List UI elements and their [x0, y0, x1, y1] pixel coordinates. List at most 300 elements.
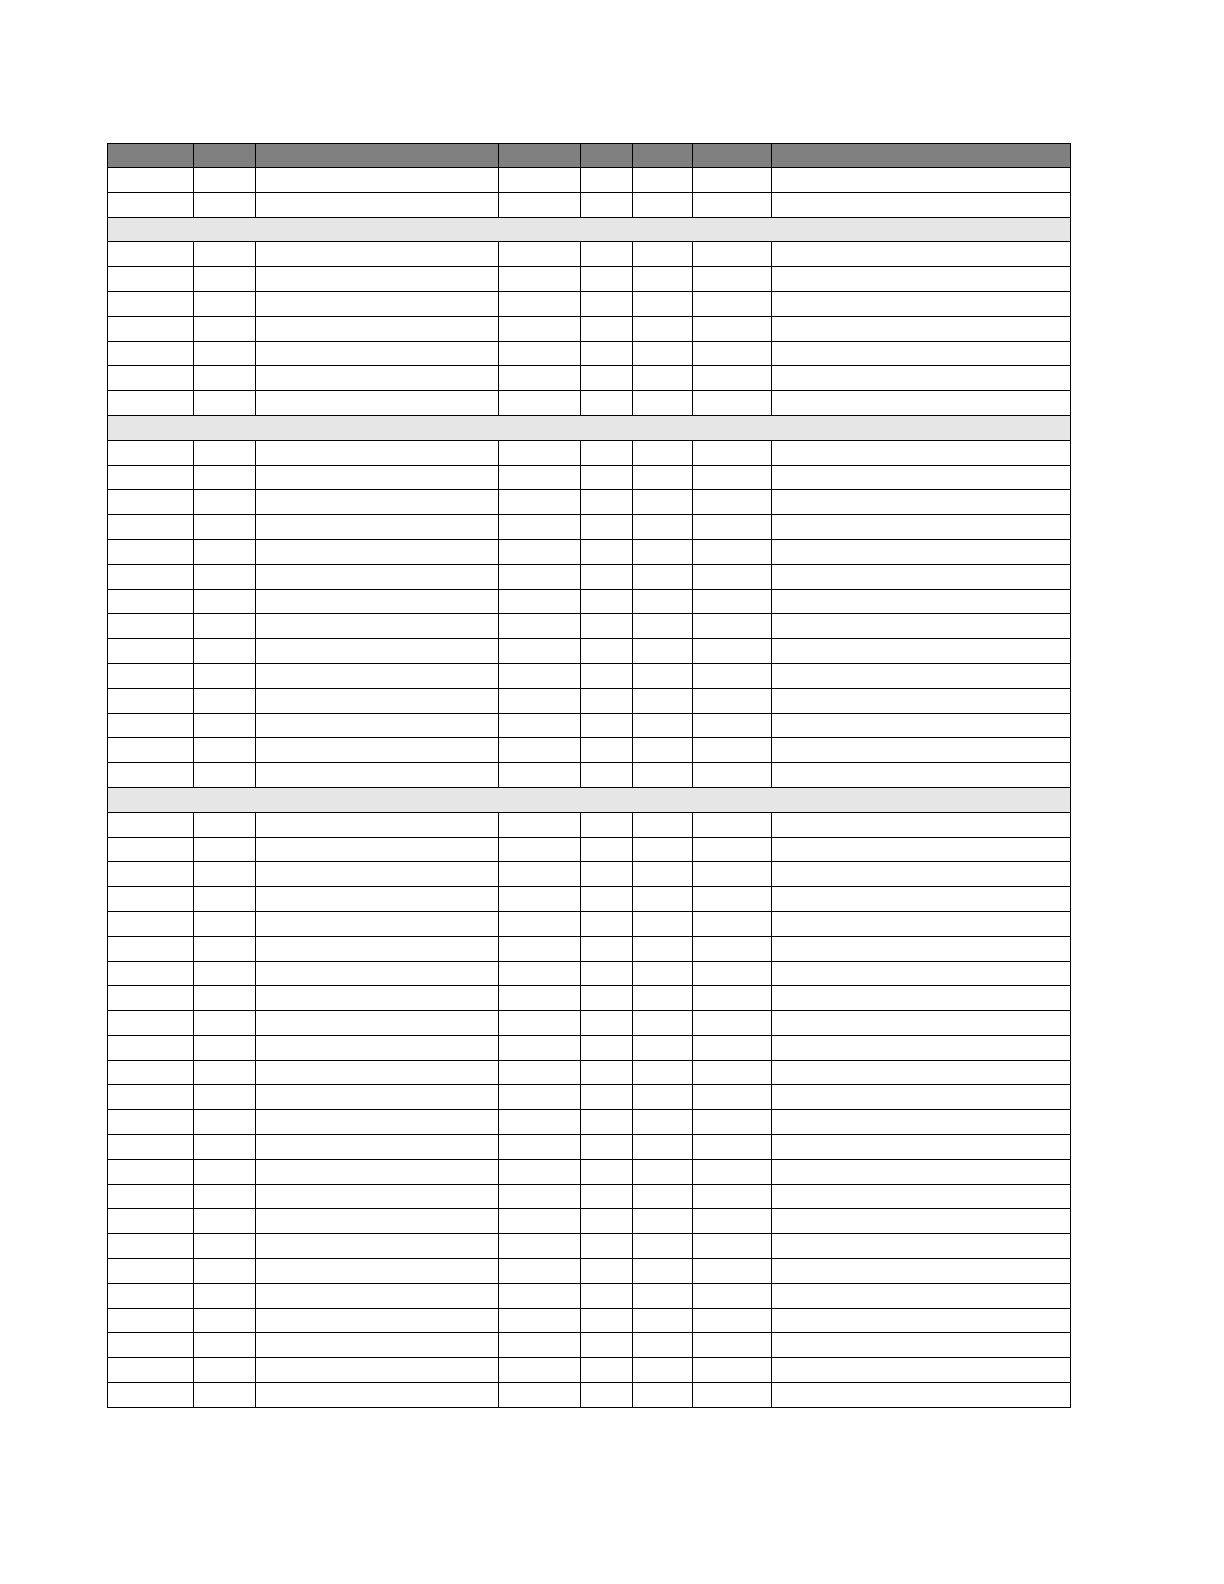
table-cell[interactable] — [772, 614, 1071, 639]
table-cell[interactable] — [581, 1035, 633, 1060]
table-cell[interactable] — [194, 341, 256, 366]
table-cell[interactable] — [772, 862, 1071, 887]
table-cell[interactable] — [256, 1234, 499, 1259]
table-cell[interactable] — [256, 366, 499, 391]
table-cell[interactable] — [108, 1159, 194, 1184]
table-cell[interactable] — [693, 440, 772, 465]
table-cell[interactable] — [256, 490, 499, 515]
table-cell[interactable] — [633, 738, 693, 763]
table-cell[interactable] — [581, 192, 633, 217]
table-cell[interactable] — [581, 391, 633, 416]
table-cell[interactable] — [499, 1184, 581, 1209]
table-cell[interactable] — [581, 1358, 633, 1383]
table-cell[interactable] — [256, 1135, 499, 1160]
table-cell[interactable] — [256, 391, 499, 416]
table-cell[interactable] — [772, 291, 1071, 316]
table-cell[interactable] — [256, 688, 499, 713]
table-cell[interactable] — [693, 936, 772, 961]
table-cell[interactable] — [693, 1135, 772, 1160]
table-cell[interactable] — [772, 192, 1071, 217]
table-cell[interactable] — [194, 1358, 256, 1383]
table-cell[interactable] — [256, 267, 499, 292]
table-cell[interactable] — [772, 1035, 1071, 1060]
table-cell[interactable] — [693, 763, 772, 788]
table-cell[interactable] — [633, 1085, 693, 1110]
table-cell[interactable] — [194, 837, 256, 862]
table-cell[interactable] — [693, 911, 772, 936]
table-cell[interactable] — [499, 1383, 581, 1408]
table-cell[interactable] — [256, 168, 499, 193]
table-cell[interactable] — [772, 1209, 1071, 1234]
table-cell[interactable] — [581, 663, 633, 688]
table-cell[interactable] — [256, 1060, 499, 1085]
table-cell[interactable] — [499, 589, 581, 614]
table-cell[interactable] — [633, 341, 693, 366]
table-cell[interactable] — [633, 316, 693, 341]
table-cell[interactable] — [693, 589, 772, 614]
table-cell[interactable] — [772, 961, 1071, 986]
table-cell[interactable] — [256, 961, 499, 986]
table-cell[interactable] — [108, 490, 194, 515]
table-cell[interactable] — [581, 911, 633, 936]
table-cell[interactable] — [633, 440, 693, 465]
table-cell[interactable] — [194, 539, 256, 564]
table-cell[interactable] — [108, 192, 194, 217]
table-cell[interactable] — [693, 812, 772, 837]
table-cell[interactable] — [581, 1184, 633, 1209]
table-cell[interactable] — [693, 837, 772, 862]
table-cell[interactable] — [581, 936, 633, 961]
table-cell[interactable] — [693, 1234, 772, 1259]
table-cell[interactable] — [633, 961, 693, 986]
table-cell[interactable] — [772, 1085, 1071, 1110]
table-cell[interactable] — [693, 539, 772, 564]
table-cell[interactable] — [108, 936, 194, 961]
table-cell[interactable] — [693, 1308, 772, 1333]
table-cell[interactable] — [194, 267, 256, 292]
table-cell[interactable] — [499, 440, 581, 465]
table-cell[interactable] — [693, 168, 772, 193]
table-cell[interactable] — [772, 1011, 1071, 1036]
table-cell[interactable] — [108, 887, 194, 912]
table-cell[interactable] — [256, 862, 499, 887]
table-cell[interactable] — [499, 1209, 581, 1234]
table-cell[interactable] — [256, 589, 499, 614]
table-cell[interactable] — [693, 1259, 772, 1284]
table-cell[interactable] — [581, 515, 633, 540]
table-cell[interactable] — [581, 837, 633, 862]
table-cell[interactable] — [108, 1011, 194, 1036]
table-cell[interactable] — [108, 242, 194, 267]
table-cell[interactable] — [581, 1011, 633, 1036]
table-cell[interactable] — [772, 639, 1071, 664]
table-cell[interactable] — [499, 1085, 581, 1110]
table-cell[interactable] — [772, 1110, 1071, 1135]
table-cell[interactable] — [772, 738, 1071, 763]
table-cell[interactable] — [772, 1060, 1071, 1085]
table-cell[interactable] — [194, 366, 256, 391]
table-cell[interactable] — [693, 490, 772, 515]
table-cell[interactable] — [581, 1209, 633, 1234]
table-cell[interactable] — [772, 986, 1071, 1011]
table-cell[interactable] — [772, 1358, 1071, 1383]
table-cell[interactable] — [499, 465, 581, 490]
table-cell[interactable] — [581, 1060, 633, 1085]
table-cell[interactable] — [108, 663, 194, 688]
table-cell[interactable] — [499, 242, 581, 267]
table-cell[interactable] — [256, 663, 499, 688]
table-cell[interactable] — [633, 1135, 693, 1160]
table-cell[interactable] — [693, 1209, 772, 1234]
table-cell[interactable] — [633, 515, 693, 540]
table-cell[interactable] — [581, 1234, 633, 1259]
table-cell[interactable] — [499, 1234, 581, 1259]
table-cell[interactable] — [108, 837, 194, 862]
table-cell[interactable] — [581, 341, 633, 366]
table-cell[interactable] — [693, 1085, 772, 1110]
table-cell[interactable] — [772, 564, 1071, 589]
table-cell[interactable] — [194, 1184, 256, 1209]
table-cell[interactable] — [633, 1184, 693, 1209]
table-cell[interactable] — [633, 1283, 693, 1308]
table-cell[interactable] — [581, 738, 633, 763]
table-cell[interactable] — [194, 1085, 256, 1110]
table-cell[interactable] — [194, 316, 256, 341]
table-cell[interactable] — [772, 1283, 1071, 1308]
table-cell[interactable] — [633, 564, 693, 589]
table-cell[interactable] — [693, 887, 772, 912]
table-cell[interactable] — [194, 1259, 256, 1284]
table-cell[interactable] — [633, 539, 693, 564]
table-cell[interactable] — [499, 812, 581, 837]
table-cell[interactable] — [108, 763, 194, 788]
table-cell[interactable] — [256, 1283, 499, 1308]
table-cell[interactable] — [633, 763, 693, 788]
table-cell[interactable] — [693, 316, 772, 341]
table-cell[interactable] — [194, 763, 256, 788]
table-cell[interactable] — [772, 812, 1071, 837]
table-cell[interactable] — [256, 1308, 499, 1333]
table-cell[interactable] — [108, 639, 194, 664]
table-cell[interactable] — [108, 341, 194, 366]
table-cell[interactable] — [633, 267, 693, 292]
table-cell[interactable] — [194, 490, 256, 515]
table-cell[interactable] — [581, 887, 633, 912]
table-cell[interactable] — [693, 986, 772, 1011]
table-cell[interactable] — [633, 614, 693, 639]
table-cell[interactable] — [499, 366, 581, 391]
table-cell[interactable] — [633, 589, 693, 614]
table-cell[interactable] — [256, 763, 499, 788]
table-cell[interactable] — [194, 1234, 256, 1259]
table-cell[interactable] — [108, 291, 194, 316]
table-cell[interactable] — [633, 1060, 693, 1085]
table-cell[interactable] — [581, 688, 633, 713]
table-cell[interactable] — [693, 1383, 772, 1408]
table-cell[interactable] — [693, 465, 772, 490]
table-cell[interactable] — [194, 1110, 256, 1135]
table-cell[interactable] — [499, 713, 581, 738]
table-cell[interactable] — [772, 391, 1071, 416]
table-cell[interactable] — [256, 1159, 499, 1184]
table-cell[interactable] — [581, 614, 633, 639]
table-cell[interactable] — [633, 663, 693, 688]
table-cell[interactable] — [772, 713, 1071, 738]
table-cell[interactable] — [693, 614, 772, 639]
table-cell[interactable] — [581, 366, 633, 391]
table-cell[interactable] — [581, 168, 633, 193]
table-cell[interactable] — [693, 1035, 772, 1060]
table-cell[interactable] — [108, 366, 194, 391]
table-cell[interactable] — [633, 1159, 693, 1184]
table-cell[interactable] — [581, 539, 633, 564]
table-cell[interactable] — [108, 1135, 194, 1160]
table-cell[interactable] — [256, 911, 499, 936]
table-cell[interactable] — [693, 366, 772, 391]
table-cell[interactable] — [499, 1035, 581, 1060]
table-cell[interactable] — [772, 1159, 1071, 1184]
table-cell[interactable] — [194, 1383, 256, 1408]
table-cell[interactable] — [581, 291, 633, 316]
table-cell[interactable] — [581, 1110, 633, 1135]
table-cell[interactable] — [633, 1209, 693, 1234]
table-cell[interactable] — [194, 688, 256, 713]
table-cell[interactable] — [108, 1234, 194, 1259]
table-cell[interactable] — [194, 614, 256, 639]
table-cell[interactable] — [256, 1209, 499, 1234]
table-cell[interactable] — [499, 539, 581, 564]
table-cell[interactable] — [194, 440, 256, 465]
table-cell[interactable] — [633, 936, 693, 961]
table-cell[interactable] — [194, 515, 256, 540]
table-cell[interactable] — [633, 291, 693, 316]
table-cell[interactable] — [693, 961, 772, 986]
table-cell[interactable] — [256, 1110, 499, 1135]
table-cell[interactable] — [633, 1333, 693, 1358]
table-cell[interactable] — [499, 192, 581, 217]
table-cell[interactable] — [581, 812, 633, 837]
table-cell[interactable] — [256, 465, 499, 490]
table-cell[interactable] — [772, 887, 1071, 912]
table-cell[interactable] — [633, 887, 693, 912]
table-cell[interactable] — [108, 688, 194, 713]
table-cell[interactable] — [499, 267, 581, 292]
table-cell[interactable] — [256, 986, 499, 1011]
table-cell[interactable] — [256, 564, 499, 589]
table-cell[interactable] — [581, 490, 633, 515]
table-cell[interactable] — [256, 639, 499, 664]
table-cell[interactable] — [633, 986, 693, 1011]
table-cell[interactable] — [108, 1383, 194, 1408]
table-cell[interactable] — [194, 911, 256, 936]
table-cell[interactable] — [108, 812, 194, 837]
table-cell[interactable] — [633, 639, 693, 664]
table-cell[interactable] — [108, 713, 194, 738]
table-cell[interactable] — [499, 490, 581, 515]
table-cell[interactable] — [772, 837, 1071, 862]
table-cell[interactable] — [108, 1209, 194, 1234]
table-cell[interactable] — [194, 1333, 256, 1358]
table-cell[interactable] — [194, 887, 256, 912]
table-cell[interactable] — [499, 911, 581, 936]
table-cell[interactable] — [256, 1333, 499, 1358]
table-cell[interactable] — [772, 267, 1071, 292]
table-cell[interactable] — [256, 738, 499, 763]
table-cell[interactable] — [108, 738, 194, 763]
table-cell[interactable] — [194, 564, 256, 589]
table-cell[interactable] — [256, 1085, 499, 1110]
table-cell[interactable] — [693, 515, 772, 540]
table-cell[interactable] — [499, 763, 581, 788]
table-cell[interactable] — [499, 1060, 581, 1085]
table-cell[interactable] — [256, 1259, 499, 1284]
table-cell[interactable] — [633, 168, 693, 193]
table-cell[interactable] — [772, 515, 1071, 540]
table-cell[interactable] — [499, 1308, 581, 1333]
table-cell[interactable] — [108, 911, 194, 936]
table-cell[interactable] — [581, 589, 633, 614]
table-cell[interactable] — [194, 812, 256, 837]
table-cell[interactable] — [194, 1135, 256, 1160]
table-cell[interactable] — [194, 961, 256, 986]
table-cell[interactable] — [256, 1358, 499, 1383]
table-cell[interactable] — [633, 1383, 693, 1408]
table-cell[interactable] — [633, 465, 693, 490]
table-cell[interactable] — [108, 589, 194, 614]
table-cell[interactable] — [256, 291, 499, 316]
table-cell[interactable] — [194, 1011, 256, 1036]
table-cell[interactable] — [108, 1184, 194, 1209]
table-cell[interactable] — [108, 614, 194, 639]
table-cell[interactable] — [581, 713, 633, 738]
table-cell[interactable] — [633, 1234, 693, 1259]
table-cell[interactable] — [499, 837, 581, 862]
table-cell[interactable] — [499, 1135, 581, 1160]
table-cell[interactable] — [499, 1333, 581, 1358]
table-cell[interactable] — [693, 1184, 772, 1209]
table-cell[interactable] — [108, 539, 194, 564]
table-cell[interactable] — [256, 1035, 499, 1060]
table-cell[interactable] — [108, 986, 194, 1011]
table-cell[interactable] — [256, 614, 499, 639]
table-cell[interactable] — [772, 490, 1071, 515]
table-cell[interactable] — [693, 564, 772, 589]
table-cell[interactable] — [633, 490, 693, 515]
table-cell[interactable] — [256, 1184, 499, 1209]
table-cell[interactable] — [581, 862, 633, 887]
table-cell[interactable] — [499, 862, 581, 887]
table-cell[interactable] — [499, 688, 581, 713]
table-cell[interactable] — [108, 961, 194, 986]
table-cell[interactable] — [581, 1159, 633, 1184]
table-cell[interactable] — [633, 688, 693, 713]
table-cell[interactable] — [772, 1333, 1071, 1358]
table-cell[interactable] — [256, 887, 499, 912]
table-cell[interactable] — [499, 1259, 581, 1284]
table-cell[interactable] — [499, 391, 581, 416]
table-cell[interactable] — [581, 1085, 633, 1110]
table-cell[interactable] — [499, 168, 581, 193]
table-cell[interactable] — [633, 1259, 693, 1284]
table-cell[interactable] — [581, 1333, 633, 1358]
table-cell[interactable] — [693, 1060, 772, 1085]
table-cell[interactable] — [633, 862, 693, 887]
table-cell[interactable] — [693, 1011, 772, 1036]
table-cell[interactable] — [256, 341, 499, 366]
table-cell[interactable] — [693, 639, 772, 664]
table-cell[interactable] — [633, 192, 693, 217]
table-cell[interactable] — [194, 862, 256, 887]
table-cell[interactable] — [256, 713, 499, 738]
table-cell[interactable] — [108, 1333, 194, 1358]
table-cell[interactable] — [633, 911, 693, 936]
table-cell[interactable] — [772, 242, 1071, 267]
table-cell[interactable] — [499, 936, 581, 961]
table-cell[interactable] — [633, 1358, 693, 1383]
table-cell[interactable] — [772, 663, 1071, 688]
table-cell[interactable] — [633, 1110, 693, 1135]
table-cell[interactable] — [108, 1358, 194, 1383]
table-cell[interactable] — [499, 1283, 581, 1308]
table-cell[interactable] — [693, 738, 772, 763]
table-cell[interactable] — [772, 539, 1071, 564]
table-cell[interactable] — [581, 763, 633, 788]
table-cell[interactable] — [256, 515, 499, 540]
table-cell[interactable] — [256, 1383, 499, 1408]
table-cell[interactable] — [772, 1135, 1071, 1160]
table-cell[interactable] — [581, 986, 633, 1011]
table-cell[interactable] — [194, 291, 256, 316]
table-cell[interactable] — [693, 1110, 772, 1135]
table-cell[interactable] — [108, 316, 194, 341]
table-cell[interactable] — [581, 440, 633, 465]
table-cell[interactable] — [194, 168, 256, 193]
table-cell[interactable] — [693, 1159, 772, 1184]
table-cell[interactable] — [772, 440, 1071, 465]
table-cell[interactable] — [693, 1333, 772, 1358]
table-cell[interactable] — [581, 961, 633, 986]
table-cell[interactable] — [108, 391, 194, 416]
table-cell[interactable] — [581, 1308, 633, 1333]
table-cell[interactable] — [256, 192, 499, 217]
table-cell[interactable] — [772, 589, 1071, 614]
table-cell[interactable] — [772, 1184, 1071, 1209]
table-cell[interactable] — [499, 961, 581, 986]
table-cell[interactable] — [633, 713, 693, 738]
table-cell[interactable] — [108, 465, 194, 490]
table-cell[interactable] — [633, 391, 693, 416]
table-cell[interactable] — [772, 1259, 1071, 1284]
table-cell[interactable] — [693, 862, 772, 887]
table-cell[interactable] — [108, 1110, 194, 1135]
table-cell[interactable] — [772, 465, 1071, 490]
table-cell[interactable] — [499, 1110, 581, 1135]
table-cell[interactable] — [499, 738, 581, 763]
table-cell[interactable] — [256, 812, 499, 837]
table-cell[interactable] — [693, 242, 772, 267]
table-cell[interactable] — [194, 192, 256, 217]
table-cell[interactable] — [194, 242, 256, 267]
table-cell[interactable] — [194, 1209, 256, 1234]
table-cell[interactable] — [256, 837, 499, 862]
table-cell[interactable] — [194, 391, 256, 416]
table-cell[interactable] — [693, 291, 772, 316]
table-cell[interactable] — [499, 1011, 581, 1036]
table-cell[interactable] — [633, 1011, 693, 1036]
table-cell[interactable] — [256, 539, 499, 564]
table-cell[interactable] — [499, 614, 581, 639]
table-cell[interactable] — [581, 316, 633, 341]
